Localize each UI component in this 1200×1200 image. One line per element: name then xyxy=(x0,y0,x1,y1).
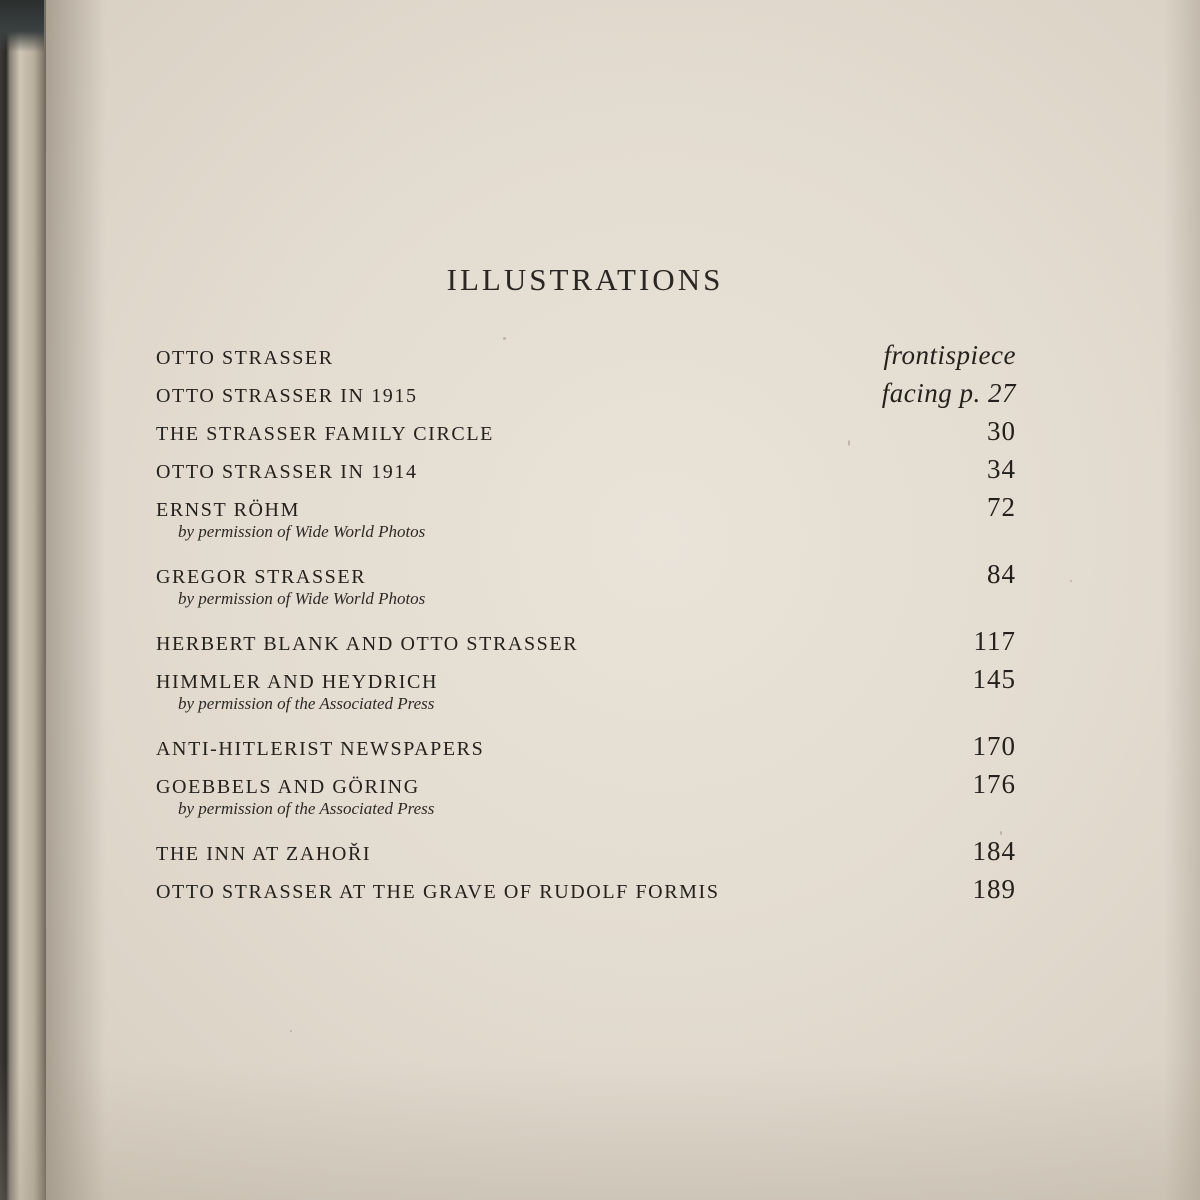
page-number: 84 xyxy=(987,559,1016,589)
list-item xyxy=(156,664,1016,693)
list-item xyxy=(156,836,1016,874)
illustration-caption: OTTO STRASSER AT THE GRAVE OF RUDOLF FORMIS xyxy=(156,881,720,903)
book-cover-corner xyxy=(0,0,44,52)
illustration-caption: GOEBBELS AND GÖRING xyxy=(156,776,420,798)
illustration-caption: HERBERT BLANK AND OTTO STRASSER xyxy=(156,633,579,655)
illustration-caption: HIMMLER AND HEYDRICH xyxy=(156,671,438,693)
page-number: 176 xyxy=(972,769,1016,799)
gutter-shadow xyxy=(46,0,106,1200)
illustration-caption: THE INN AT ZAHOŘI xyxy=(156,843,372,865)
page-edge-shadow xyxy=(1164,0,1200,1200)
photo-credit: by permission of Wide World Photos xyxy=(178,522,426,541)
list-item xyxy=(156,626,1016,664)
paper-speck xyxy=(1070,580,1072,582)
list-item xyxy=(156,416,1016,454)
book-spine xyxy=(0,0,46,1200)
illustration-caption: ANTI-HITLERIST NEWSPAPERS xyxy=(156,738,485,760)
illustration-caption: OTTO STRASSER xyxy=(156,347,334,369)
list-item xyxy=(156,874,1016,912)
list-item xyxy=(156,340,1016,378)
page-number: 117 xyxy=(973,626,1016,656)
list-item xyxy=(156,731,1016,769)
illustration-caption: OTTO STRASSER IN 1914 xyxy=(156,461,418,483)
illustration-caption: OTTO STRASSER IN 1915 xyxy=(156,385,418,407)
page-number: 145 xyxy=(972,664,1016,694)
list-item xyxy=(156,492,1016,521)
page-number: 170 xyxy=(972,731,1016,761)
page-number: 72 xyxy=(987,492,1016,522)
photo-credit: by permission of the Associated Press xyxy=(178,799,435,818)
illustrations-list xyxy=(156,340,1016,912)
list-item xyxy=(156,559,1016,588)
page-number: 34 xyxy=(987,454,1016,484)
paper-speck xyxy=(290,1030,292,1032)
illustration-caption: THE STRASSER FAMILY CIRCLE xyxy=(156,423,494,445)
page-number: 30 xyxy=(987,416,1016,446)
page-number: frontispiece xyxy=(883,340,1016,370)
page-number: 189 xyxy=(972,874,1016,904)
list-item xyxy=(156,769,1016,798)
photo-credit: by permission of the Associated Press xyxy=(178,694,435,713)
page-number: facing p. 27 xyxy=(881,378,1016,408)
page-title: ILLUSTRATIONS xyxy=(446,262,724,297)
illustration-caption: GREGOR STRASSER xyxy=(156,566,367,588)
photo-credit: by permission of Wide World Photos xyxy=(178,589,426,608)
illustration-caption: ERNST RÖHM xyxy=(156,499,300,521)
list-item xyxy=(156,378,1016,416)
page-number: 184 xyxy=(972,836,1016,866)
page-bottom-shade xyxy=(0,1060,1200,1200)
list-item xyxy=(156,454,1016,492)
